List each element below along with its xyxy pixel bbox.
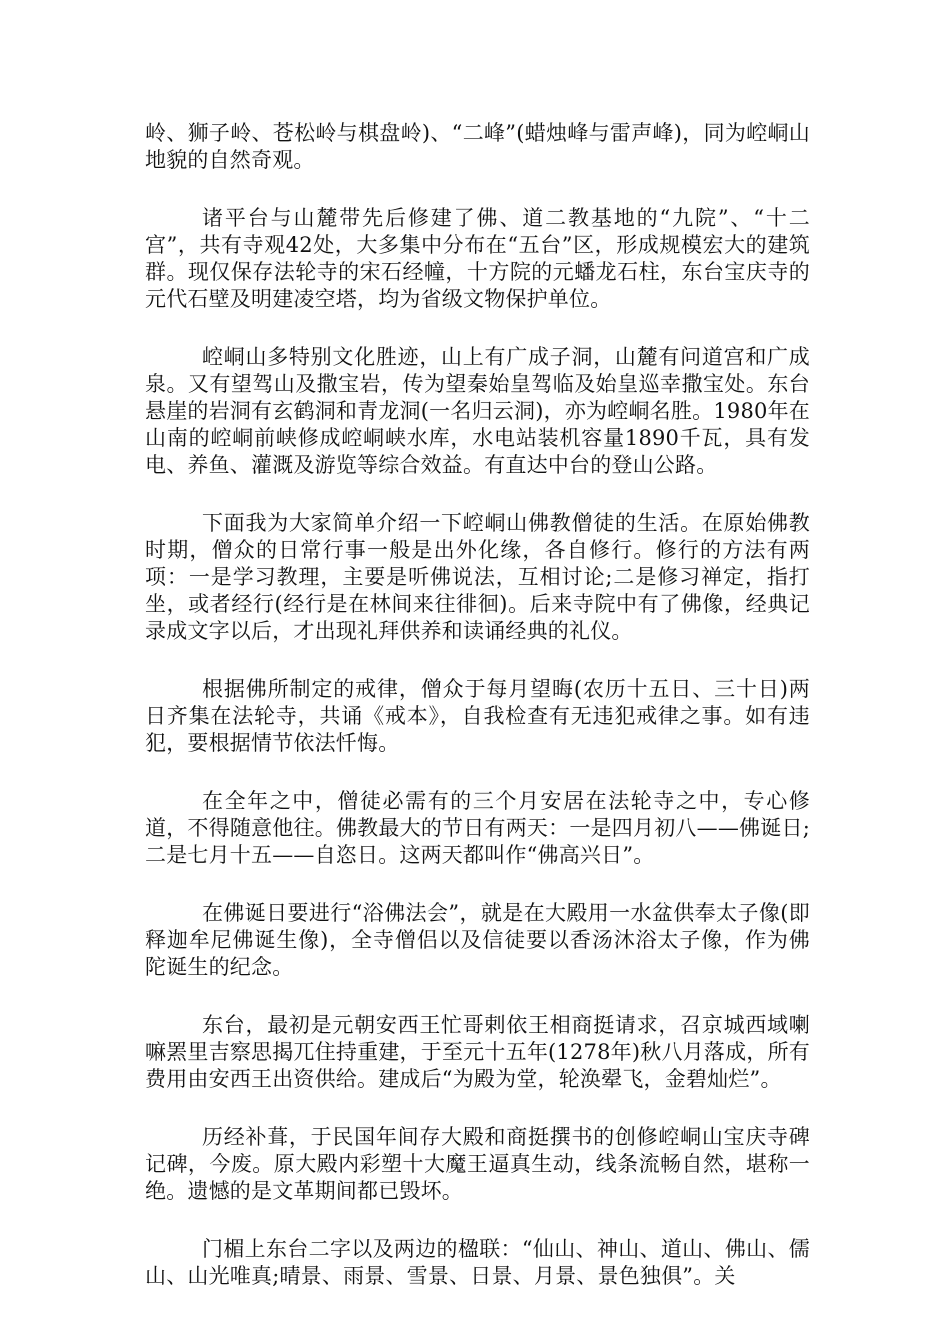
paragraph-6: 在全年之中，僧徒必需有的三个月安居在法轮寺之中，专心修道，不得随意他往。佛教最大的节日有两天：一是四月初八——佛诞日;二是七月十五——自恣日。这两天都叫作“佛高兴日”。 (145, 789, 810, 867)
paragraph-10: 门楣上东台二字以及两边的楹联：“仙山、神山、道山、佛山、儒山、山光唯真;晴景、雨景、雪景、日景、月景、景色独俱”。关 (145, 1237, 810, 1288)
paragraph-1: 岭、狮子岭、苍松岭与棋盘岭)、“二峰”(蜡烛峰与雷声峰)，同为崆峒山地貌的自然奇观。 (145, 121, 810, 172)
paragraph-7: 在佛诞日要进行“浴佛法会”，就是在大殿用一水盆供奉太子像(即释迦牟尼佛诞生像)，全寺僧侣以及信徒要以香汤沐浴太子像，作为佛陀诞生的纪念。 (145, 901, 810, 979)
paragraph-5: 根据佛所制定的戒律，僧众于每月望晦(农历十五日、三十日)两日齐集在法轮寺，共诵《戒本》，自我检查有无违犯戒律之事。如有违犯，要根据情节依法忏悔。 (145, 677, 810, 755)
paragraph-4: 下面我为大家简单介绍一下崆峒山佛教僧徒的生活。在原始佛教时期，僧众的日常行事一般是出外化缘，各自修行。修行的方法有两项：一是学习教理，主要是听佛说法，互相讨论;二是修习禅定，指打坐，或者经行(经行是在林间来往徘徊)。后来寺院中有了佛像，经典记录成文字以后，才出现礼拜供养和读诵经典的礼仪。 (145, 511, 810, 643)
paragraph-9: 历经补葺，于民国年间存大殿和商挺撰书的创修崆峒山宝庆寺碑记碑，今废。原大殿内彩塑十大魔王逼真生动，线条流畅自然，堪称一绝。遗憾的是文革期间都已毁坏。 (145, 1125, 810, 1203)
paragraph-3: 崆峒山多特别文化胜迹，山上有广成子洞，山麓有问道宫和广成泉。又有望驾山及撒宝岩，传为望秦始皇驾临及始皇巡幸撒宝处。东台悬崖的岩洞有玄鹤洞和青龙洞(一名归云洞)，亦为崆峒名胜。1980年在山南的崆峒前峡修成崆峒峡水库，水电站装机容量1890千瓦，具有发电、养鱼、灌溉及游览等综合效益。有直达中台的登山公路。 (145, 345, 810, 477)
paragraph-2: 诸平台与山麓带先后修建了佛、道二教基地的“九院”、“十二宫”，共有寺观42处，大多集中分布在“五台”区，形成规模宏大的建筑群。现仅保存法轮寺的宋石经幢，十方院的元蟠龙石柱，东台宝庆寺的元代石壁及明建凌空塔，均为省级文物保护单位。 (145, 206, 810, 311)
document-body (145, 120, 810, 1290)
paragraph-8: 东台，最初是元朝安西王忙哥剌依王相商挺请求，召京城西域喇嘛罴里吉察思揭兀住持重建，于至元十五年(1278年)秋八月落成，所有费用由安西王出资供给。建成后“为殿为堂，轮涣翚飞，金碧灿烂”。 (145, 1013, 810, 1091)
